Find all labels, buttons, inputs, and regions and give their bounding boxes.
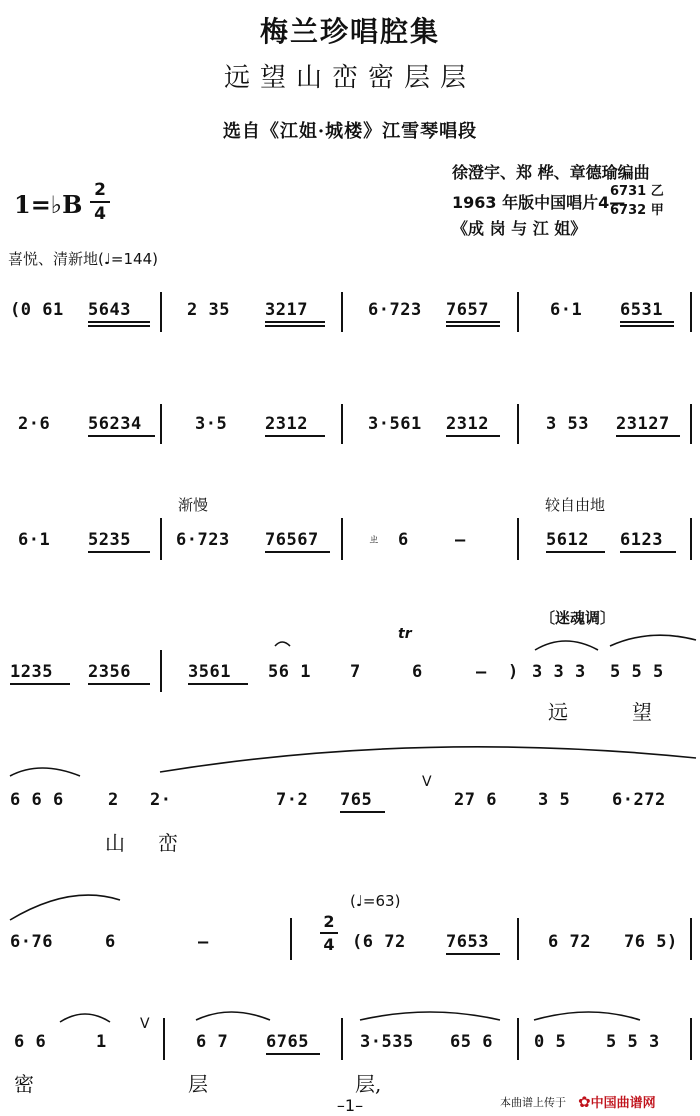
note-group: 2312	[446, 414, 489, 434]
note-group: –	[455, 530, 466, 550]
site-logo-text: 中国曲谱网	[590, 1096, 656, 1111]
note-group: 5612	[546, 530, 589, 550]
note-group: 7·2	[276, 790, 309, 810]
note-group: 76 5)	[624, 932, 678, 952]
record-number-top: 6731 乙	[610, 184, 664, 199]
note-group: )	[508, 662, 519, 682]
album-title: 《成 岗 与 江 姐》	[452, 219, 587, 238]
time-numerator: 2	[94, 180, 106, 200]
slur-arc	[360, 1012, 500, 1020]
lyric: 望	[632, 700, 652, 724]
time-denominator: 4	[323, 935, 335, 954]
note-group: 6·723	[176, 530, 230, 550]
breath-mark: V	[140, 1016, 150, 1032]
song-title: 远望山峦密层层	[223, 63, 476, 93]
time-numerator: 2	[323, 912, 335, 931]
note-group: 1235	[10, 662, 53, 682]
tune-name-annotation: 〔迷魂调〕	[540, 609, 616, 627]
slur-arc	[610, 635, 696, 646]
source-line: 选自《江姐·城楼》江雪琴唱段	[222, 121, 478, 142]
slur-arc	[196, 1012, 270, 1020]
note-group: 7657	[446, 300, 489, 320]
note-group: 65 6	[450, 1032, 493, 1052]
slur-arc	[60, 1014, 110, 1022]
slur-arc	[535, 641, 598, 650]
note-group: 3 3 3	[532, 662, 586, 682]
note-group: 6·76	[10, 932, 53, 952]
collection-title: 梅兰珍唱腔集	[259, 15, 440, 48]
note-group: 6123	[620, 530, 663, 550]
note-group: (6 72	[352, 932, 406, 952]
tempo-marking: 喜悦、清新地(♩=144)	[8, 250, 158, 268]
slur-arc	[160, 747, 696, 772]
note-group: 76567	[265, 530, 319, 550]
note-group: 2356	[88, 662, 131, 682]
note-group: 2 35	[187, 300, 230, 320]
note-group: 6531	[620, 300, 663, 320]
note-group: 7653	[446, 932, 489, 952]
note-group: 0 5	[534, 1032, 567, 1052]
note-group: 27 6	[454, 790, 497, 810]
note-group: –	[198, 932, 209, 952]
note-group: 56 1	[268, 662, 311, 682]
note-group: 6765	[266, 1032, 309, 1052]
note-group: 2·6	[18, 414, 51, 434]
note-group: 6	[105, 932, 116, 952]
note-group: 6 72	[548, 932, 591, 952]
note-group: 6·272	[612, 790, 666, 810]
lyric: 密	[14, 1072, 34, 1096]
note-group: 56234	[88, 414, 142, 434]
note-group: 5 5 5	[610, 662, 664, 682]
note-group: 3·561	[368, 414, 422, 434]
key-signature: 1=♭B	[14, 190, 83, 219]
note-group: 3561	[188, 662, 231, 682]
note-group: 2312	[265, 414, 308, 434]
slur-arc	[534, 1012, 640, 1020]
note-group: 5643	[88, 300, 131, 320]
site-logo-icon: ✿	[578, 1093, 591, 1111]
note-group: 6 6	[14, 1032, 47, 1052]
note-group: 3 53	[546, 414, 589, 434]
note-group: 23127	[616, 414, 670, 434]
upload-note: 本曲谱上传于	[500, 1096, 566, 1109]
note-group: 6 6 6	[10, 790, 64, 810]
record-line: 1963 年版中国唱片4—	[452, 193, 626, 212]
slur-arc	[10, 768, 80, 776]
lyric: 层,	[355, 1072, 382, 1096]
note-group: 6 7	[196, 1032, 229, 1052]
note-group: 3·5	[195, 414, 228, 434]
breath-mark: V	[422, 774, 432, 790]
note-group: 6	[398, 530, 409, 550]
trill-mark: tr	[398, 626, 412, 642]
lyric: 层	[188, 1072, 208, 1096]
note-group: 3 5	[538, 790, 571, 810]
note-group: 2·	[150, 790, 172, 810]
note-group: 3·535	[360, 1032, 414, 1052]
note-group: 5 5 3	[606, 1032, 660, 1052]
tempo-annotation: 较自由地	[545, 496, 606, 514]
lyric: 山	[105, 831, 125, 855]
note-group: 1	[96, 1032, 107, 1052]
note-group: 6	[412, 662, 423, 682]
note-group: –	[476, 662, 487, 682]
page-number: –1–	[336, 1096, 364, 1115]
lyric: 峦	[158, 831, 178, 855]
note-group: 6·1	[18, 530, 51, 550]
note-group: 6·723	[368, 300, 422, 320]
site-logo[interactable]	[578, 1092, 656, 1111]
tempo-annotation: 渐慢	[178, 496, 209, 514]
note-group: 3217	[265, 300, 308, 320]
note-group: 765	[340, 790, 373, 810]
note-group: 2	[108, 790, 119, 810]
record-number-bottom: 6732 甲	[610, 203, 664, 218]
note-group: 5235	[88, 530, 131, 550]
note-group: 6·1	[550, 300, 583, 320]
composers-credit: 徐澄宇、郑 桦、章德瑜编曲	[452, 163, 650, 182]
tempo-annotation: (♩=63)	[350, 892, 401, 910]
note-group: 7	[350, 662, 361, 682]
slur-arc	[10, 895, 120, 920]
time-denominator: 4	[94, 204, 106, 224]
note-group: (0 61	[10, 300, 64, 320]
lyric: 远	[548, 700, 568, 724]
fermata-mark: ㄓ	[368, 532, 381, 546]
slur-arc	[275, 642, 290, 646]
